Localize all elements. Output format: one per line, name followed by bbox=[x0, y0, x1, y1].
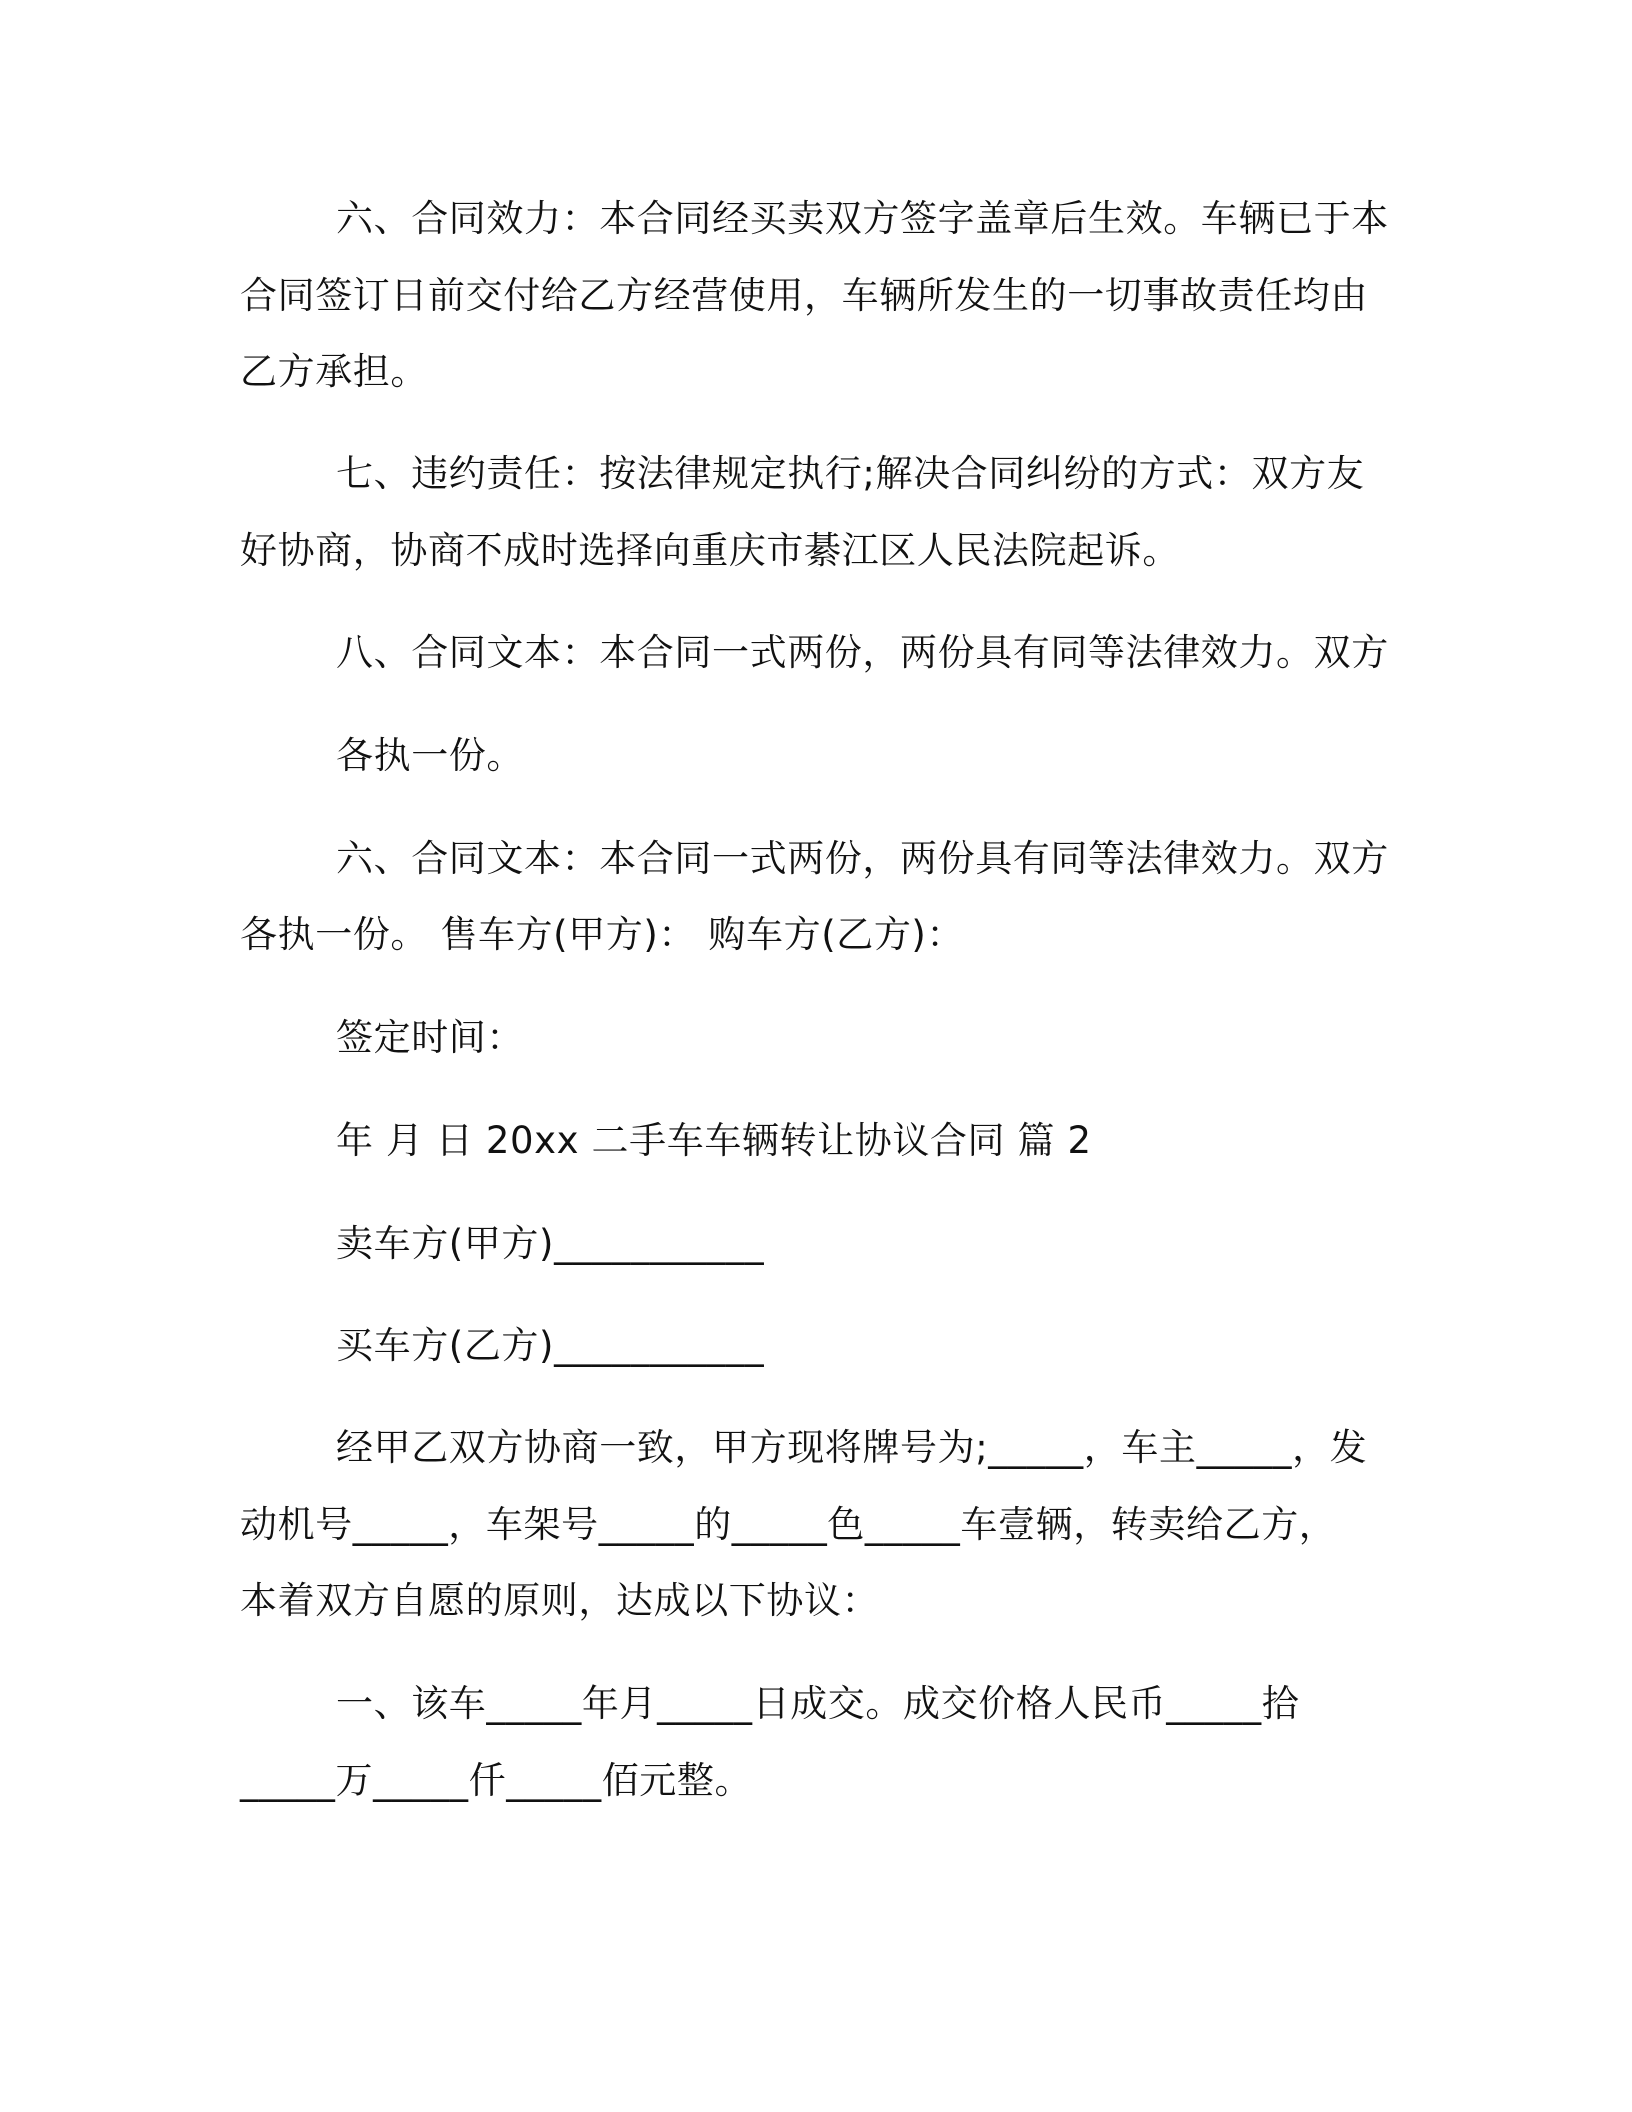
agreement-intro-line-1: 经甲乙双方协商一致，甲方现将牌号为;_____，车主_____，发 bbox=[336, 1426, 1368, 1469]
clause-8-text-line-1: 八、合同文本：本合同一式两份，两份具有同等法律效力。双方 bbox=[336, 631, 1389, 674]
clause-1-line-1: 一、该车_____年月_____日成交。成交价格人民币_____拾 bbox=[336, 1682, 1300, 1725]
clause-6-text-line-1: 六、合同文本：本合同一式两份，两份具有同等法律效力。双方 bbox=[336, 837, 1389, 880]
clause-8-text-line-2: 各执一份。 bbox=[336, 734, 524, 777]
section-heading: 年 月 日 20xx 二手车车辆转让协议合同 篇 2 bbox=[336, 1119, 1092, 1162]
agreement-intro-line-3: 本着双方自愿的原则，达成以下协议： bbox=[240, 1579, 880, 1622]
seller-party-field: 卖车方(甲方)___________ bbox=[336, 1222, 765, 1265]
clause-7-liability-line-2: 好协商，协商不成时选择向重庆市綦江区人民法院起诉。 bbox=[240, 529, 1180, 572]
clause-6-effect-line-3: 乙方承担。 bbox=[240, 350, 428, 393]
clause-6-effect-line-2: 合同签订日前交付给乙方经营使用，车辆所发生的一切事故责任均由 bbox=[240, 274, 1368, 317]
buyer-party-field: 买车方(乙方)___________ bbox=[336, 1324, 765, 1367]
clause-7-liability-line-1: 七、违约责任：按法律规定执行;解决合同纠纷的方式：双方友 bbox=[336, 452, 1365, 495]
signing-date-label: 签定时间： bbox=[336, 1016, 524, 1059]
clause-6-effect-line-1: 六、合同效力：本合同经买卖双方签字盖章后生效。车辆已于本 bbox=[336, 197, 1389, 240]
seller-buyer-signature-line: 各执一份。 售车方(甲方)： 购车方(乙方)： bbox=[240, 913, 965, 956]
agreement-intro-line-2: 动机号_____，车架号_____的_____色_____车壹辆，转卖给乙方， bbox=[240, 1503, 1337, 1546]
clause-1-line-2: _____万_____仟_____佰元整。 bbox=[240, 1759, 753, 1802]
